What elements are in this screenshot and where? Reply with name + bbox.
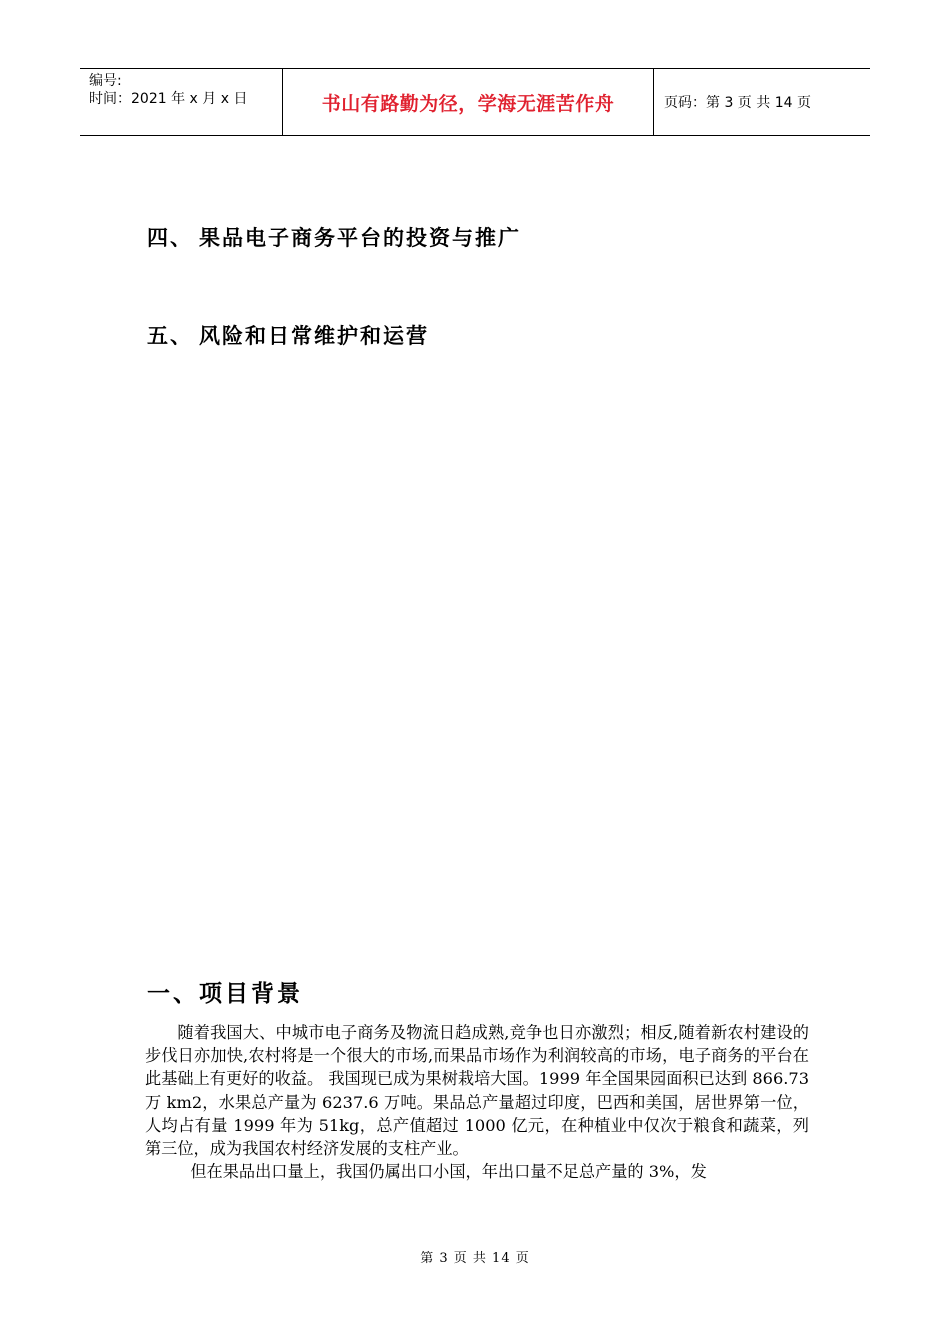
document-number-label: 编号: <box>89 73 122 89</box>
section-title: 风险和日常维护和运营 <box>199 324 429 348</box>
document-time: 时间：2021 年 x 月 x 日 <box>89 91 248 107</box>
section-number: 五、 <box>147 324 193 348</box>
section-heading-5 <box>147 320 429 350</box>
section-heading-1: 一、项目背景 <box>147 981 303 1007</box>
section-heading-4 <box>147 222 521 252</box>
page-footer: 第 3 页 共 14 页 <box>420 1251 530 1266</box>
page-header <box>80 68 870 136</box>
body-text <box>145 1021 809 1183</box>
paragraph: 但在果品出口量上，我国仍属出口小国，年出口量不足总产量的 3%，发 <box>190 1162 707 1182</box>
header-meta <box>80 69 282 135</box>
header-motto: 书山有路勤为径，学海无涯苦作舟 <box>282 69 654 135</box>
header-page-info: 页码：第 3 页 共 14 页 <box>664 95 811 111</box>
section-number: 四、 <box>147 226 193 250</box>
section-title: 果品电子商务平台的投资与推广 <box>199 226 521 250</box>
paragraph: 随着我国大、中城市电子商务及物流日趋成熟,竞争也日亦激烈；相反,随着新农村建设的步伐日亦加快,农村将是一个很大的市场,而果品市场作为利润较高的市场，电子商务的平台在此基础上有更好的收益。 我国现已成为果树栽培大国。1999 年全国果园面积已达到 866.73 万 km2，水果总产量为 6237.6 万吨。果品总产量超过印度，巴西和美国，居世界第一位，人均占有量 1999 年为 51kg，总产值超过 1000 亿元，在种植业中仅次于粮食和蔬菜，列第三位，成为我国农村经济发展的支柱产业。 <box>145 1023 809 1159</box>
